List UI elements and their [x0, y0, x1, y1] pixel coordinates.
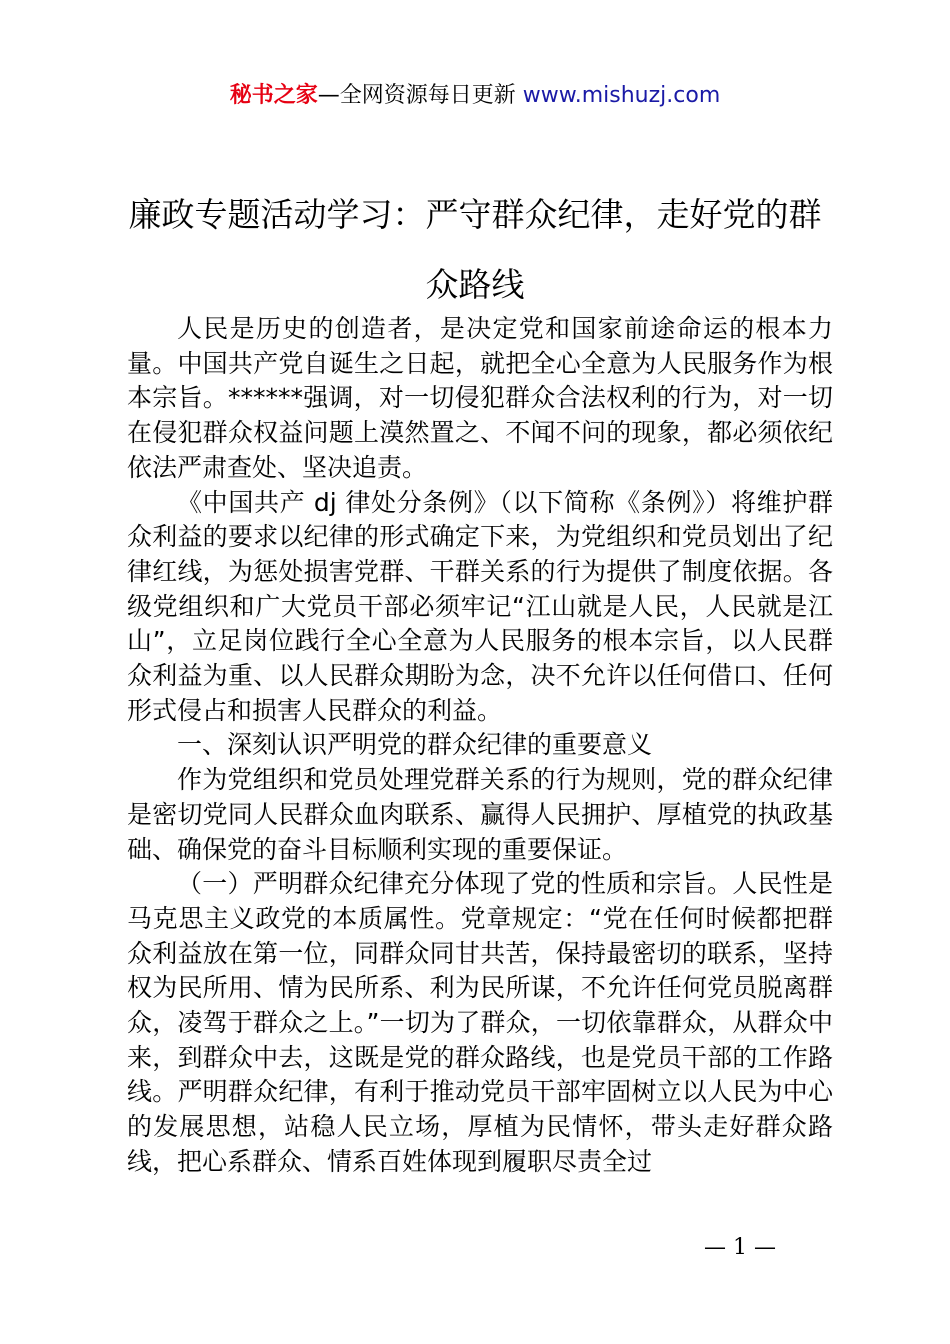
header-tagline: —全网资源每日更新	[317, 83, 516, 108]
document-body	[127, 312, 833, 1180]
paragraph: 《中国共产 dj 律处分条例》（以下简称《条例》）将维护群众利益的要求以纪律的形式确定下来，为党组织和党员划出了纪律红线，为惩处损害党群、干群关系的行为提供了制度依据。各级党组织和广大党员干部必须牢记“江山就是人民，人民就是江山”，立足岗位践行全心全意为人民服务的根本宗旨，以人民群众利益为重、以人民群众期盼为念，决不允许以任何借口、任何形式侵占和损害人民群众的利益。	[127, 487, 833, 725]
site-header	[0, 80, 950, 112]
paragraph: 作为党组织和党员处理党群关系的行为规则，党的群众纪律是密切党同人民群众血肉联系、赢得人民拥护、厚植党的执政基础、确保党的奋斗目标顺利实现的重要保证。	[127, 765, 833, 864]
document-title: 廉政专题活动学习：严守群众纪律，走好党的群众路线	[128, 195, 822, 304]
site-url[interactable]: www.mishuzj.com	[522, 83, 721, 108]
paragraph: 人民是历史的创造者，是决定党和国家前途命运的根本力量。中国共产党自诞生之日起，就把全心全意为人民服务作为根本宗旨。******强调，对一切侵犯群众合法权利的行为，对一切在侵犯群众权益问题上漠然置之、不闻不问的现象，都必须依纪依法严肃查处、坚决追责。	[127, 314, 833, 482]
brand-name: 秘书之家	[229, 83, 318, 108]
section-heading: 一、深刻认识严明党的群众纪律的重要意义	[177, 730, 653, 760]
page-number: — 1 —	[704, 1235, 776, 1260]
paragraph: （一）严明群众纪律充分体现了党的性质和宗旨。人民性是马克思主义政党的本质属性。党章规定：“党在任何时候都把群众利益放在第一位，同群众同甘共苦，保持最密切的联系，坚持权为民所用、情为民所系、利为民所谋，不允许任何党员脱离群众，凌驾于群众之上。”一切为了群众，一切依靠群众，从群众中来，到群众中去，这既是党的群众路线，也是党员干部的工作路线。严明群众纪律，有利于推动党员干部牢固树立以人民为中心的发展思想，站稳人民立场，厚植为民情怀，带头走好群众路线，把心系群众、情系百姓体现到履职尽责全过	[127, 869, 833, 1176]
